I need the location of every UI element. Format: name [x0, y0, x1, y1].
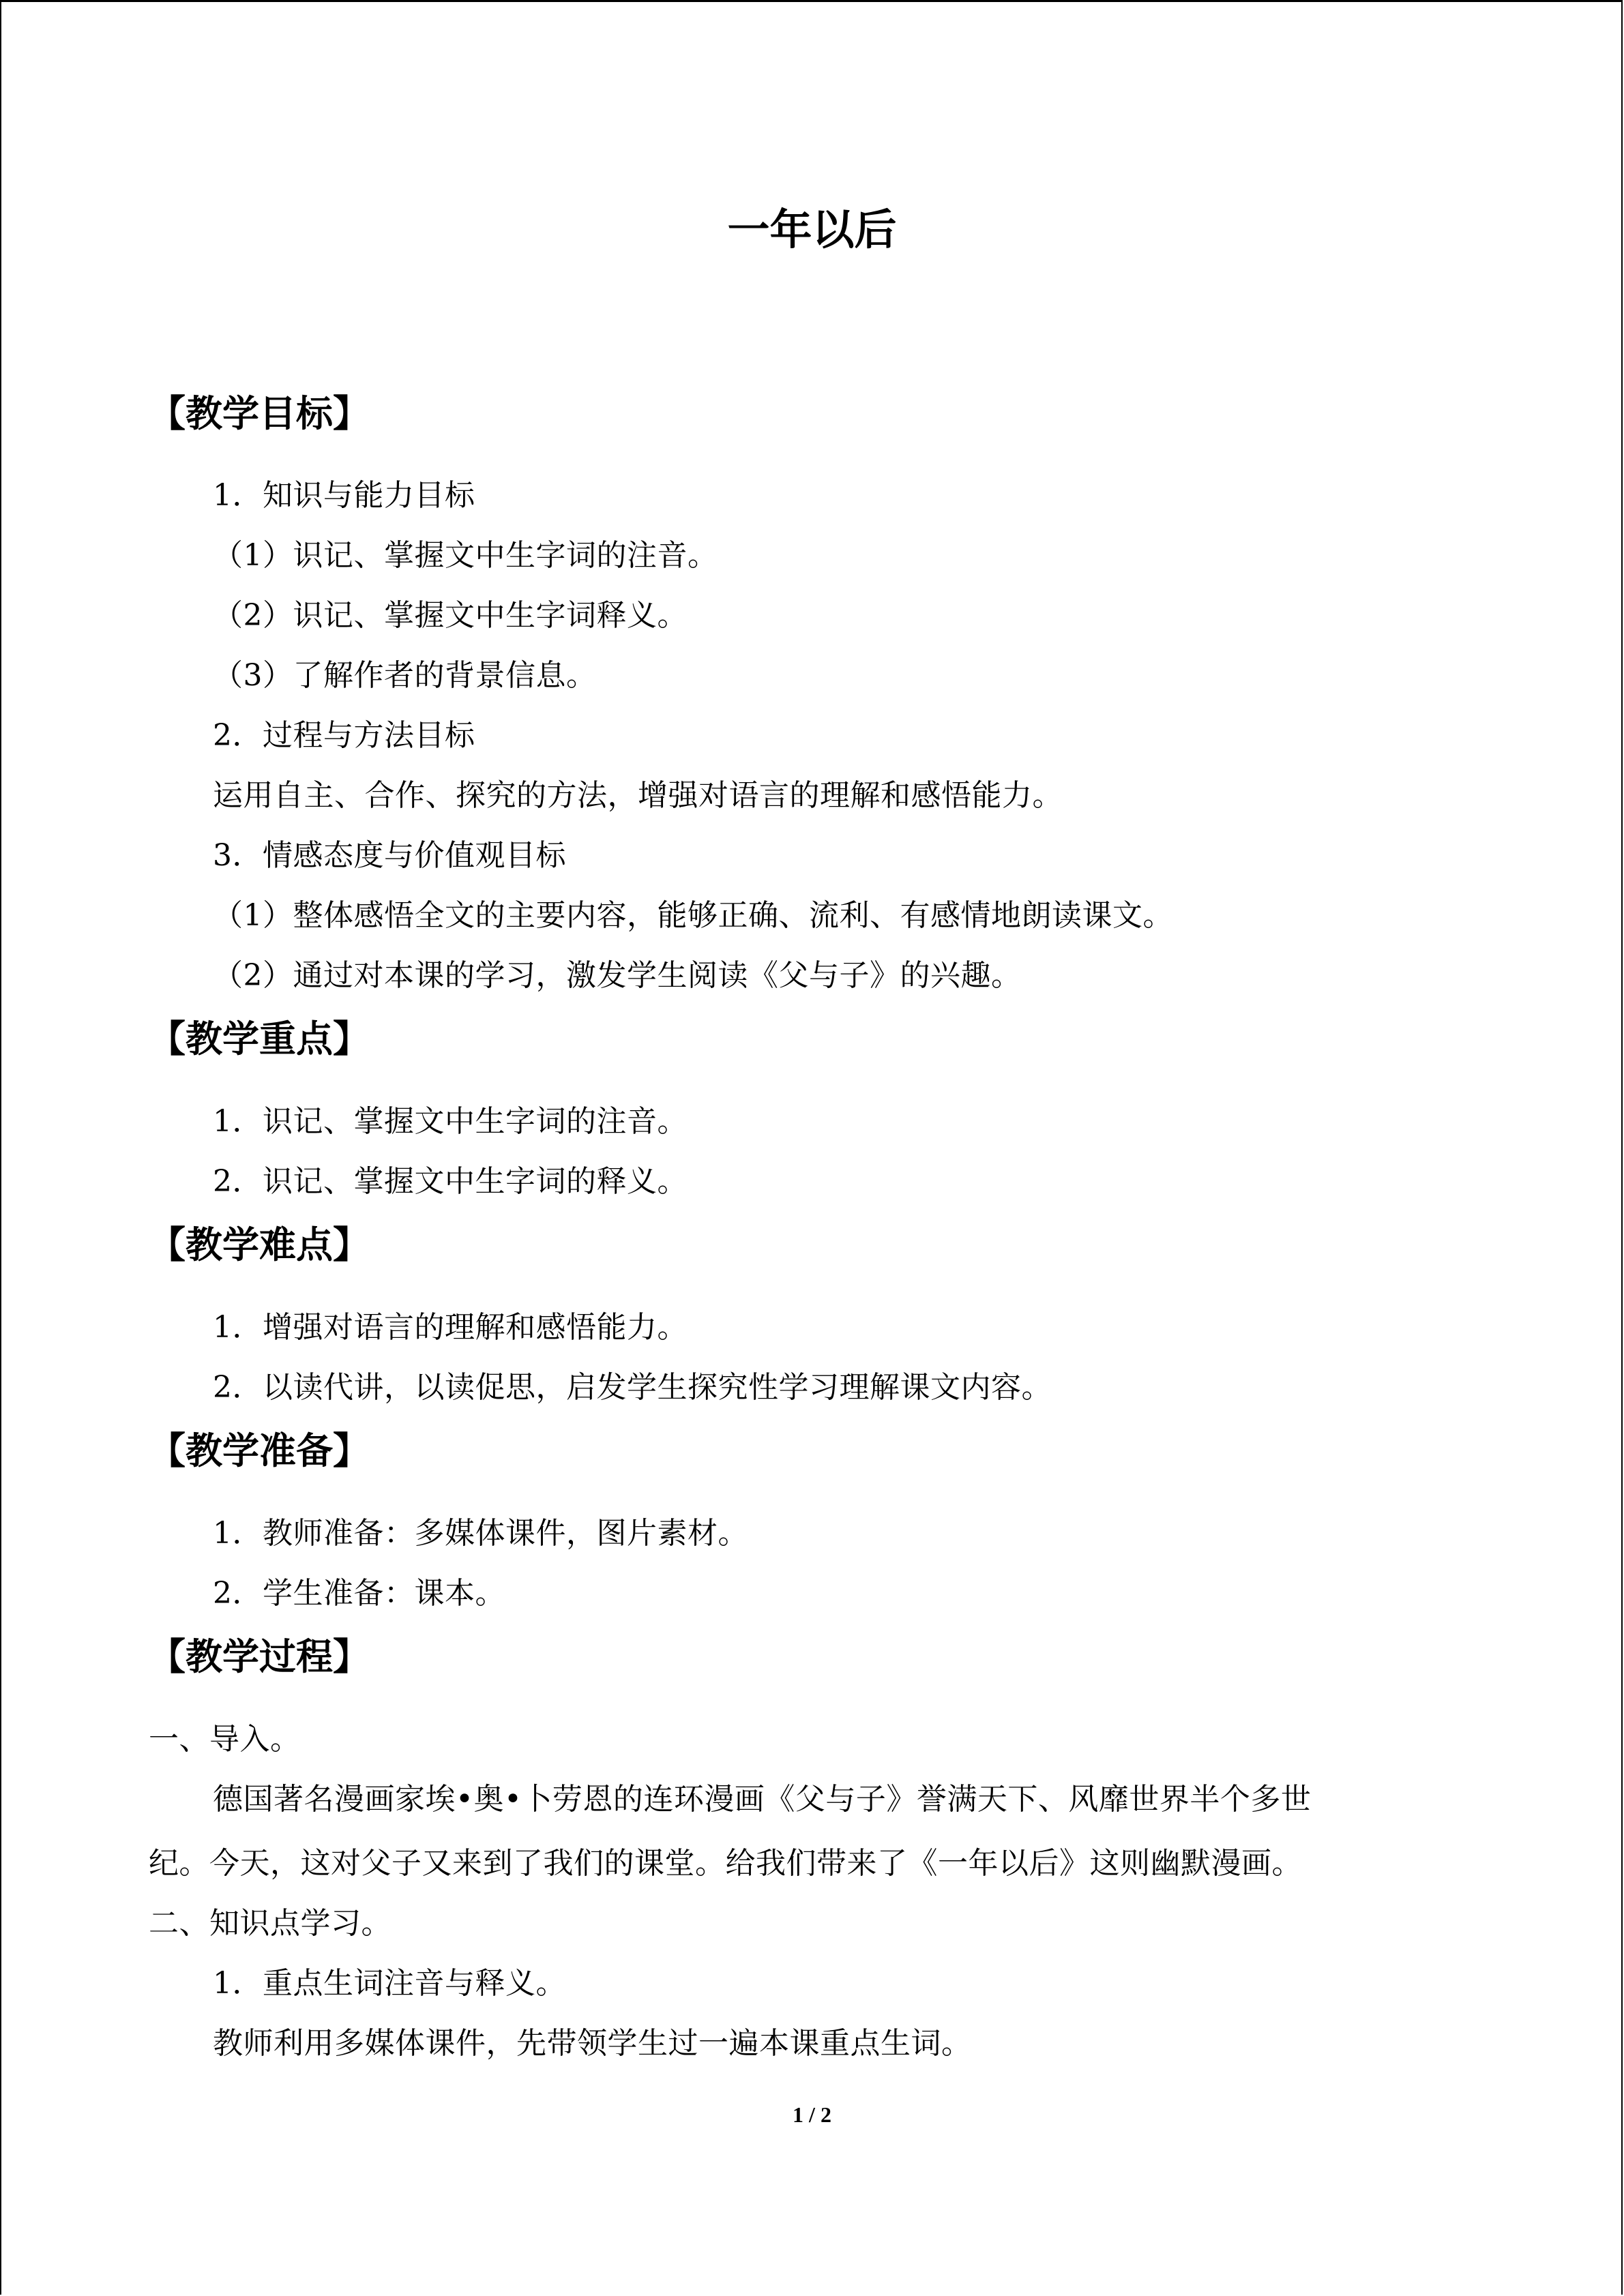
objective-line: 2．过程与方法目标 [213, 718, 475, 753]
section-heading-key-points: 【教学重点】 [149, 1017, 370, 1060]
difficulty-line: 1．增强对语言的理解和感悟能力。 [213, 1310, 688, 1345]
preparation-line: 2．学生准备：课本。 [213, 1576, 505, 1611]
preparation-line: 1．教师准备：多媒体课件，图片素材。 [213, 1516, 748, 1551]
objective-line: （1）识记、掌握文中生字词的注音。 [213, 538, 718, 573]
objective-line: 3．情感态度与价值观目标 [213, 838, 566, 873]
objective-line: （1）整体感悟全文的主要内容，能够正确、流利、有感情地朗读课文。 [213, 898, 1173, 933]
objective-line: （3）了解作者的背景信息。 [213, 658, 597, 693]
section-heading-objectives: 【教学目标】 [149, 392, 370, 435]
process-paragraph-line: 教师利用多媒体课件，先带领学生过一遍本课重点生词。 [213, 2026, 972, 2061]
objective-line: （2）通过对本课的学习，激发学生阅读《父与子》的兴趣。 [213, 958, 1022, 993]
difficulty-line: 2．以读代讲，以读促思，启发学生探究性学习理解课文内容。 [213, 1370, 1052, 1405]
process-subheading: 一、导入。 [149, 1722, 301, 1757]
key-point-line: 2．识记、掌握文中生字词的释义。 [213, 1164, 688, 1199]
process-subheading: 二、知识点学习。 [149, 1906, 392, 1941]
page-number: 1 / 2 [793, 2102, 831, 2127]
process-paragraph-line: 纪。今天，这对父子又来到了我们的课堂。给我们带来了《一年以后》这则幽默漫画。 [149, 1846, 1302, 1881]
section-heading-preparation: 【教学准备】 [149, 1429, 370, 1472]
process-paragraph-line: 德国著名漫画家埃•奥•卜劳恩的连环漫画《父与子》誉满天下、风靡世界半个多世 [213, 1782, 1312, 1817]
objective-line: 1．知识与能力目标 [213, 478, 475, 513]
section-heading-difficulties: 【教学难点】 [149, 1223, 370, 1266]
document-title: 一年以后 [727, 205, 897, 254]
key-point-line: 1．识记、掌握文中生字词的注音。 [213, 1104, 688, 1139]
objective-line: （2）识记、掌握文中生字词释义。 [213, 598, 688, 633]
section-heading-process: 【教学过程】 [149, 1635, 370, 1678]
objective-line: 运用自主、合作、探究的方法，增强对语言的理解和感悟能力。 [213, 778, 1063, 813]
process-paragraph-line: 1．重点生词注音与释义。 [213, 1966, 566, 2001]
